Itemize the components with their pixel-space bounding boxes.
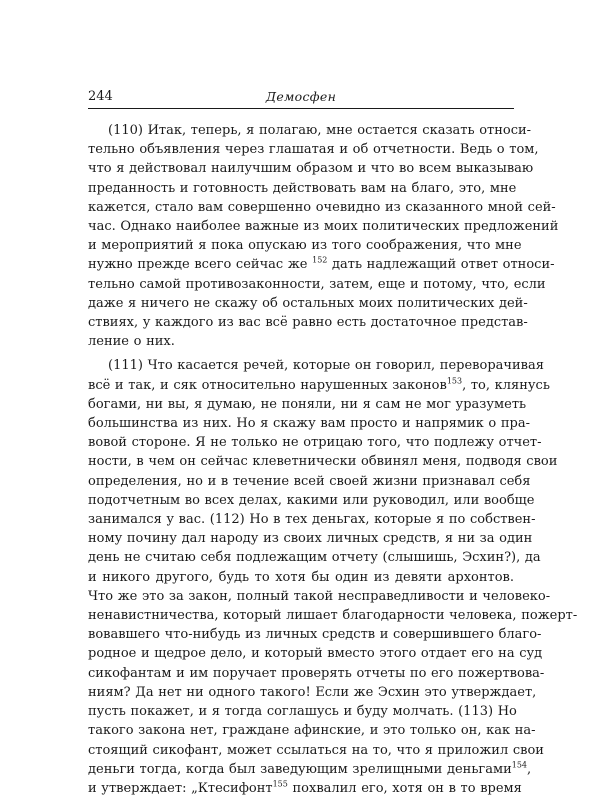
body-text: [88, 121, 578, 798]
text-line: такого закона нет, граждане афинские, и это только он, как на-: [88, 723, 536, 739]
book-page: [88, 88, 578, 798]
text-line: преданность и готовность действовать вам на благо, это, мне: [88, 180, 517, 196]
text-line: кажется, стало вам совершенно очевидно из сказанного мной сей-: [88, 199, 556, 215]
line-text: нужно прежде всего сейчас же: [88, 257, 313, 273]
text-line: (111) Что касается речей, которые он говорил, переворачивая: [108, 358, 544, 374]
text-line: и мероприятий я пока опускаю из того соображения, что мне: [88, 238, 522, 254]
text-line: вовой стороне. Я не только не отрицаю того, что подлежу отчет-: [88, 435, 542, 451]
running-title: Демосфен: [265, 89, 337, 104]
running-head: [88, 88, 514, 109]
text-line: сикофантам и им поручает проверять отчеты по его пожертвова-: [88, 665, 545, 681]
footnote-ref[interactable]: 154: [511, 760, 528, 770]
text-line: ствиях, у каждого из вас всё равно есть достаточное представ-: [88, 315, 528, 331]
text-line: подотчетным во всех делах, какими или руководил, или вообще: [88, 492, 535, 508]
line-text: всё и так, и сяк относительно нарушенных законов: [88, 377, 447, 393]
line-text: , то, клянусь: [462, 377, 550, 393]
text-line: час. Однако наиболее важные из моих политических предложений: [88, 219, 559, 235]
text-line: ниям? Да нет ни одного такого! Если же Эсхин это утверждает,: [88, 684, 537, 700]
text-line: тельно самой противозаконности, затем, еще и потому, что, если: [88, 276, 546, 292]
footnote-ref[interactable]: 152: [312, 256, 328, 266]
text-line: [88, 779, 522, 798]
text-line: [88, 255, 555, 274]
text-line: и никого другого, будь то хотя бы один из девяти архонтов.: [88, 569, 514, 585]
text-line: ненавистничества, который лишает благодарности человека, пожерт-: [88, 608, 578, 624]
text-line: тельно объявления через глашатая и об отчетности. Ведь о том,: [88, 142, 539, 158]
text-line: [88, 760, 532, 779]
text-line: богами, ни вы, я думаю, не поняли, ни я сам не мог уразуметь: [88, 396, 527, 412]
footnote-ref[interactable]: 153: [446, 376, 463, 386]
text-line: что я действовал наилучшим образом и что во всем выказываю: [88, 161, 534, 177]
paragraph-110: [88, 121, 559, 351]
line-text: похвалил его, хотя он в то время: [287, 780, 522, 796]
text-line: Что же это за закон, полный такой несправедливости и человеко-: [88, 588, 551, 604]
text-line: определения, но и в течение всей своей жизни признавал себя: [88, 473, 531, 489]
line-text: дать надлежащий ответ относи-: [327, 257, 555, 273]
text-line: ному почину дал народу из своих личных средств, я ни за один: [88, 531, 533, 547]
text-line: ности, в чем он сейчас клеветнически обвинял меня, подводя свои: [88, 454, 558, 470]
text-line: стоящий сикофант, может ссылаться на то, что я приложил свои: [88, 742, 544, 758]
text-line: родное и щедрое дело, и который вместо этого отдает его на суд: [88, 646, 543, 662]
footnote-ref[interactable]: 155: [272, 779, 288, 789]
paragraph-111: [88, 356, 578, 798]
line-text: и утверждает: „Ктесифонт: [88, 780, 273, 796]
text-line: [88, 376, 550, 395]
text-line: вовавшего что-нибудь из личных средств и совершившего благо-: [88, 627, 542, 643]
text-line: пусть покажет, и я тогда соглашусь и буду молчать. (113) Но: [88, 704, 517, 720]
page-number: 244: [88, 89, 113, 104]
text-line: занимался у вас. (112) Но в тех деньгах, которые я по собствен-: [88, 512, 536, 528]
line-text: деньги тогда, когда был заведующим зрелищными деньгами: [88, 761, 512, 777]
text-line: (110) Итак, теперь, я полагаю, мне остается сказать относи-: [108, 123, 532, 138]
text-line: даже я ничего не скажу об остальных моих политических дей-: [88, 295, 528, 311]
text-line: ление о них.: [88, 334, 175, 350]
text-line: день не считаю себя подлежащим отчету (слышишь, Эсхин?), да: [88, 550, 541, 566]
line-text: ,: [527, 761, 532, 777]
text-line: большинства из них. Но я скажу вам просто и напрямик о пра-: [88, 416, 530, 432]
